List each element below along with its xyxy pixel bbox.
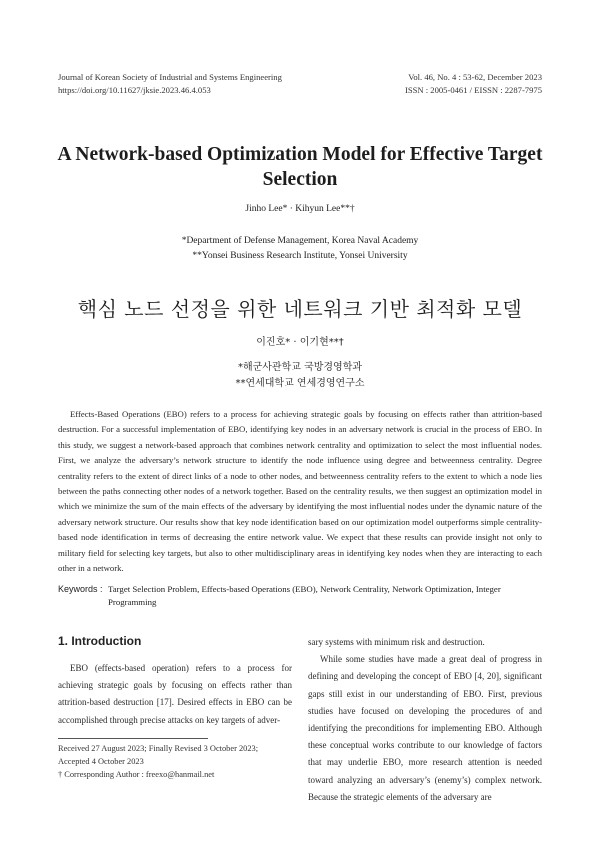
volume-header <box>405 71 542 97</box>
intro-column-1: EBO (effects-based operation) refers to a process for achieving strategic goals by focusing on effects rather than attrition-based destruction [17]. Desired effects in EBO can be accomplished through precise attacks on key targets of adver- <box>58 663 292 725</box>
affiliations-ko <box>0 360 600 392</box>
received-date: Received 27 August 2023; Finally Revised 3 October 2023; <box>58 744 259 753</box>
keywords-label: Keywords : <box>58 584 103 594</box>
intro-paragraph-2: While some studies have made a great deal of progress in defining and developing the concept of EBO [4, 20], significant gaps still exist in our understanding of EBO. First, previous studies have focused on developing the procedures of and identifying the preconditions for implementing EBO. Although these conceptual works contribute to our knowledge of factors that may underlie EBO, more research attention is needed toward analyzing an adversary’s (enemy’s) complex network. Because the strategic elements of the adversary are <box>308 654 542 802</box>
affiliations-en <box>0 234 600 264</box>
authors-ko: 이진호* · 이기현**† <box>256 337 344 348</box>
paper-title-en: A Network-based Optimization Model for Effective Target Selection <box>57 144 543 190</box>
authors-en: Jinho Lee* · Kihyun Lee**† <box>245 204 355 214</box>
section-heading: 1. Introduction <box>58 634 142 648</box>
paper-title-ko: 핵심 노드 선정을 위한 네트워크 기반 최적화 모델 <box>77 297 523 321</box>
affiliation-2: **Yonsei Business Research Institute, Yonsei University <box>192 251 408 261</box>
journal-header <box>58 71 282 97</box>
journal-name: Journal of Korean Society of Industrial and Systems Engineering <box>58 72 282 82</box>
issn-info: ISSN : 2005-0461 / EISSN : 2287-7975 <box>404 85 542 95</box>
affiliation-ko-1: *해군사관학교 국방경영학과 <box>237 362 363 373</box>
intro-column-2 <box>308 634 542 806</box>
affiliation-1: *Department of Defense Management, Korea Naval Academy <box>181 236 419 246</box>
intro-paragraph-continued: sary systems with minimum risk and destruction. <box>308 637 485 647</box>
affiliation-ko-2: **연세대학교 연세경영연구소 <box>235 378 365 389</box>
corresponding-author: † Corresponding Author : freexo@hanmail.net <box>58 769 215 779</box>
doi-link[interactable]: https://doi.org/10.11627/jksie.2023.46.4.053 <box>58 85 211 95</box>
footnotes <box>58 743 258 781</box>
volume-info: Vol. 46, No. 4 : 53-62, December 2023 <box>408 72 542 82</box>
abstract: Effects-Based Operations (EBO) refers to a process for achieving strategic goals by focusing on effects rather than attrition-based destruction. For a successful implementation of EBO, identifying key nodes in an adversary network is crucial in the process of EBO. In this study, we suggest a network-based approach that combines network centrality and optimization to select the most influential nodes. First, we analyze the adversary’s network structure to identify the node influence using degree and betweenness centrality. Degree centrality refers to the extent of direct links of a node to other nodes, and betweenness centrality refers to the extent to which a node lies between the paths connecting other nodes of a network together. Based on the centrality results, we then suggest an optimization model in which we minimize the sum of the main effects of the adversary by identifying the most influential nodes under the dynamic nature of the adversary network structure. Our results show that key node identification based on our optimization model outperforms simple centrality-based node identification in terms of decreasing the entire network value. We expect that these results can provide insight not only to military field for selecting key targets, but also to other multidisciplinary areas in identifying key nodes when they are interacting to each other in a network. <box>58 409 542 574</box>
accepted-date: Accepted 4 October 2023 <box>58 756 144 766</box>
keywords-list: Target Selection Problem, Effects-based Operations (EBO), Network Centrality, Network Optimization, Integer Programming <box>108 584 501 607</box>
footnote-divider <box>58 738 208 739</box>
